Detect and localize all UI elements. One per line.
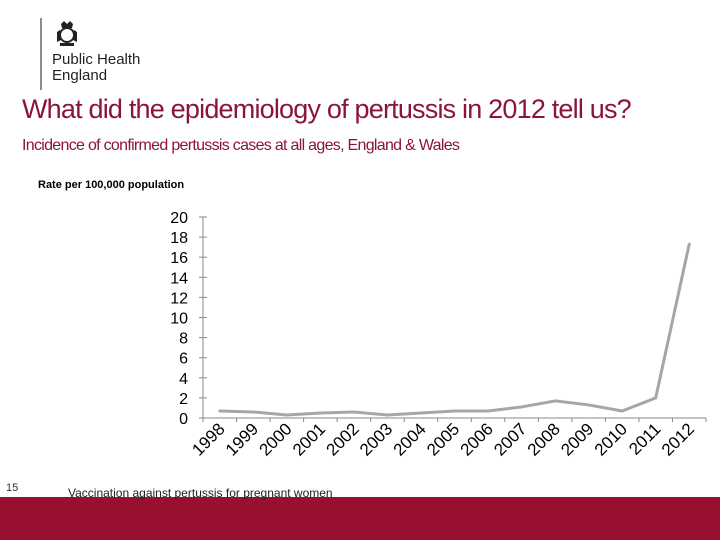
y-tick-label: 2 [179,390,188,408]
slide-title: What did the epidemiology of pertussis in 2012 tell us? [22,94,631,124]
y-tick-label: 6 [179,350,188,368]
x-tick-label: 2012 [657,419,699,460]
data-point [654,396,657,399]
y-tick-label: 12 [170,290,188,308]
x-tick-label: 2006 [456,419,497,460]
x-tick-label: 2000 [255,419,296,460]
x-tick-label: 2003 [356,419,397,460]
x-tick-label: 2001 [289,419,330,460]
data-point [419,411,422,414]
y-tick-label: 0 [179,411,188,428]
data-point [520,405,523,408]
x-tick-label: 2010 [590,419,631,460]
data-point [554,399,557,402]
data-point [386,413,389,416]
series-line [220,244,689,415]
page-number: 15 [6,482,19,494]
y-tick-label: 10 [170,310,188,328]
x-tick-label: 2005 [423,419,464,460]
y-axis-label: Rate per 100,000 population [38,179,185,191]
x-tick-label: 2002 [322,419,363,460]
slide-subtitle: Incidence of confirmed pertussis cases at all ages, England & Wales [22,137,460,154]
x-tick-label: 2009 [557,419,598,460]
y-tick-label: 16 [170,250,188,268]
data-point [352,410,355,413]
data-point [218,409,221,412]
y-tick-label: 4 [179,370,188,388]
y-tick-label: 18 [170,230,188,248]
x-tick-label: 2007 [490,419,531,460]
x-tick-label: 2011 [625,419,665,459]
footer-band [0,497,720,540]
x-tick-label: 1998 [188,419,229,460]
data-point [252,410,255,413]
data-point [453,409,456,412]
y-tick-label: 20 [170,210,188,227]
x-tick-label: 2008 [523,419,564,460]
footer-text: Vaccination against pertussis for pregnant women [68,486,333,500]
x-tick-label: 2004 [389,419,430,460]
data-point [587,403,590,406]
data-point [621,409,624,412]
data-point [688,243,691,246]
y-tick-label: 14 [170,270,188,288]
logo-line-1: Public Health [52,51,141,68]
data-point [319,411,322,414]
logo-line-2: England [52,67,108,84]
y-tick-label: 8 [179,330,188,348]
data-point [487,409,490,412]
x-tick-label: 1999 [221,419,263,460]
data-point [285,413,288,416]
